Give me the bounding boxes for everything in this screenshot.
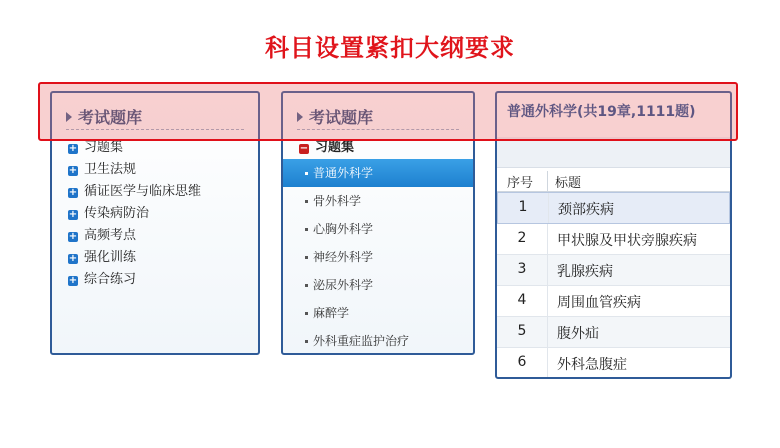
expand-plus-icon[interactable]: +	[68, 187, 78, 198]
expand-plus-icon[interactable]: +	[68, 165, 78, 176]
panel-header-label: 考试题库	[309, 108, 374, 127]
row-title: 颈部疾病	[558, 202, 614, 218]
subject-item-surgical-icu[interactable]: 外科重症监护治疗	[283, 327, 473, 355]
panel-header-label: 考试题库	[78, 108, 143, 127]
tree-list	[68, 137, 201, 291]
table-row[interactable]	[497, 286, 730, 317]
column-header-title: 标题	[555, 176, 582, 191]
toolbar-strip	[497, 137, 730, 168]
subject-item-orthopedics[interactable]: 骨外科学	[283, 187, 473, 215]
row-title: 周围血管疾病	[557, 295, 641, 311]
table-row[interactable]	[497, 192, 730, 224]
tree-node-label: 卫生法规	[84, 162, 137, 177]
row-title: 甲状腺及甲状旁腺疾病	[557, 233, 697, 249]
expand-plus-icon[interactable]: +	[68, 231, 78, 242]
expand-plus-icon[interactable]: +	[68, 143, 78, 154]
subject-list	[283, 159, 473, 355]
headline: 科目设置紧扣大纲要求	[265, 34, 515, 62]
row-title: 腹外疝	[557, 326, 599, 342]
table-row[interactable]	[497, 224, 730, 255]
subject-item-cardiothoracic[interactable]: 心胸外科学	[283, 215, 473, 243]
tree-node-label: 习题集	[315, 140, 355, 155]
tree-node-health-law[interactable]	[68, 159, 201, 181]
row-title: 外科急腹症	[557, 357, 627, 373]
tree-node-evidence-medicine[interactable]	[68, 181, 201, 203]
highlight-overlay	[38, 82, 738, 141]
tree-node-label: 循证医学与临床思维	[84, 184, 202, 199]
tree-node-intensive-training[interactable]	[68, 247, 201, 269]
table-row[interactable]	[497, 348, 730, 379]
table-header	[497, 171, 730, 192]
tree-node-label: 综合练习	[84, 272, 137, 287]
chapter-panel-title: 普通外科学(共19章,1111题)	[507, 104, 696, 120]
chapter-table	[497, 192, 730, 379]
tree-node-label: 传染病防治	[84, 206, 150, 221]
row-title: 乳腺疾病	[557, 264, 613, 280]
row-number: 6	[517, 354, 527, 370]
collapse-minus-icon[interactable]: −	[299, 143, 309, 154]
tree-node-infectious-disease[interactable]	[68, 203, 201, 225]
tree-node-high-frequency[interactable]	[68, 225, 201, 247]
subject-item-general-surgery[interactable]: 普通外科学	[283, 159, 473, 187]
tree-node-label: 习题集	[84, 140, 124, 155]
row-number: 4	[517, 292, 527, 308]
column-header-number: 序号	[507, 176, 534, 191]
row-number: 1	[518, 199, 528, 215]
column-divider	[547, 171, 548, 191]
column-divider	[547, 317, 548, 347]
expand-plus-icon[interactable]: +	[68, 209, 78, 220]
expand-plus-icon[interactable]: +	[68, 253, 78, 264]
row-number: 3	[517, 261, 527, 277]
subject-item-urology[interactable]: 泌尿外科学	[283, 271, 473, 299]
expand-plus-icon[interactable]: +	[68, 275, 78, 286]
column-divider	[547, 255, 548, 285]
column-divider	[547, 348, 548, 378]
row-number: 5	[517, 323, 527, 339]
table-row[interactable]	[497, 255, 730, 286]
table-row[interactable]	[497, 317, 730, 348]
column-divider	[547, 286, 548, 316]
tree-node-label: 高频考点	[84, 228, 137, 243]
column-divider	[547, 224, 548, 254]
row-number: 2	[517, 230, 527, 246]
subject-item-neurosurgery[interactable]: 神经外科学	[283, 243, 473, 271]
tree-node-label: 强化训练	[84, 250, 137, 265]
column-divider	[548, 193, 549, 223]
tree-node-comprehensive-practice[interactable]	[68, 269, 201, 291]
subject-item-anesthesiology[interactable]: 麻醉学	[283, 299, 473, 327]
